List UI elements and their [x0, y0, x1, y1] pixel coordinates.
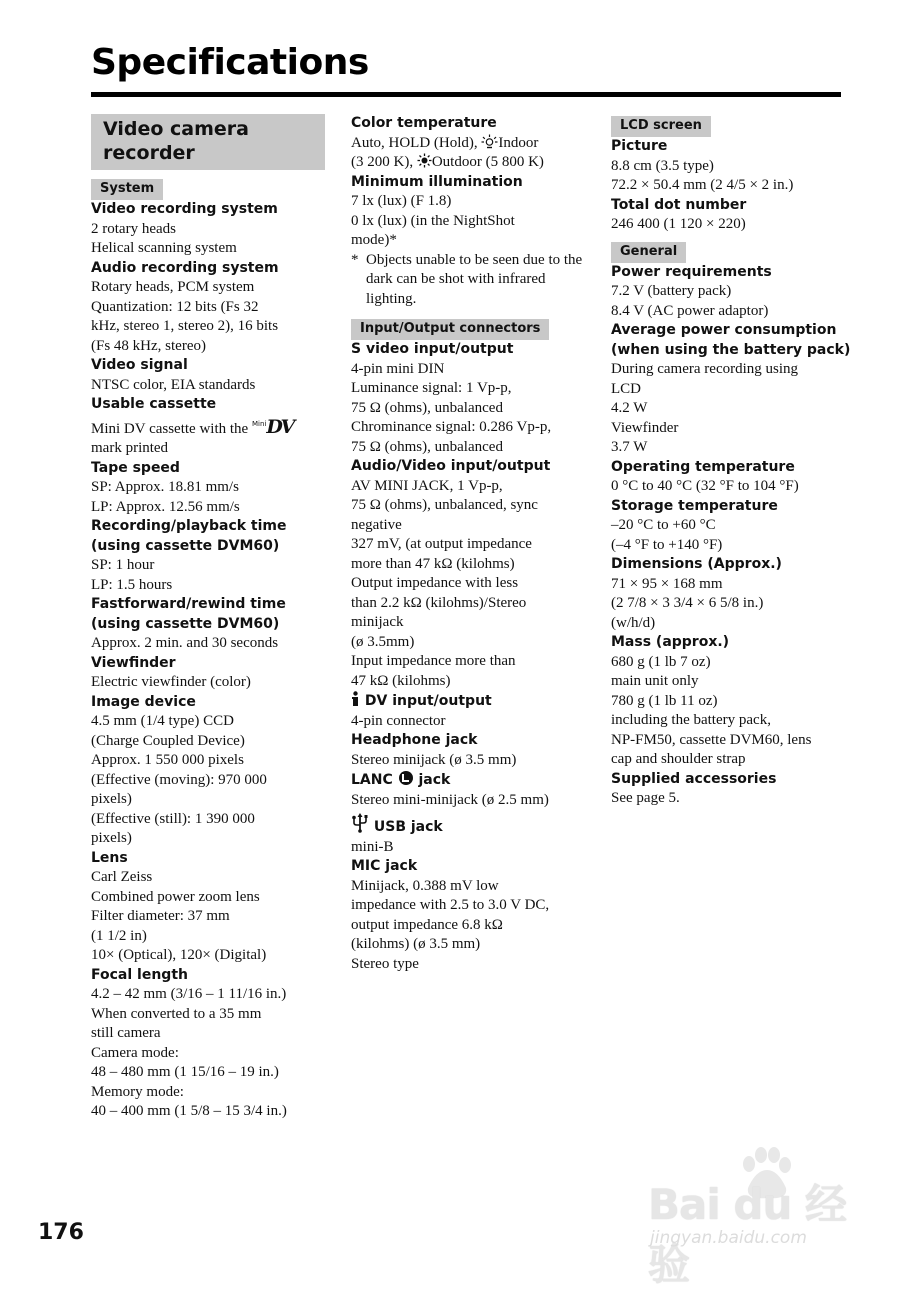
spec-line: impedance with 2.5 to 3.0 V DC,	[351, 897, 550, 913]
spec-s-video	[351, 340, 591, 457]
spec-line: still camera	[91, 1025, 161, 1041]
lcd-screen-label: LCD screen	[611, 116, 711, 137]
spec-line: cap and shoulder strap	[611, 751, 746, 767]
spec-line: AV MINI JACK, 1 Vp-p,	[351, 477, 503, 494]
spec-line: Approx. 1 550 000 pixels	[91, 752, 244, 768]
spec-line: (–4 °F to +140 °F)	[611, 536, 723, 553]
spec-line: NTSC color, EIA standards	[91, 376, 256, 393]
spec-heading-text: USB jack	[373, 819, 443, 835]
spec-heading: Recording/playback time (using cassette DVM60)	[91, 518, 287, 554]
spec-line: NP-FM50, cassette DVM60, lens	[611, 731, 812, 748]
spec-line: LP: Approx. 12.56 mm/s	[91, 498, 240, 515]
io-connectors-label: Input/Output connectors	[351, 319, 549, 340]
spec-heading: Audio/Video input/output	[351, 458, 551, 474]
spec-heading-text: jack	[418, 772, 451, 788]
video-camera-recorder-heading: Video camera recorder	[91, 114, 325, 170]
spec-line: than 2.2 kΩ (kilohms)/Stereo	[351, 594, 527, 611]
spec-line: Quantization: 12 bits (Fs 32	[91, 298, 259, 315]
spec-line: 72.2 × 50.4 mm (2 4/5 × 2 in.)	[611, 177, 794, 193]
system-label: System	[91, 179, 163, 200]
spec-mass	[611, 633, 851, 770]
spec-dv-input-output	[351, 691, 591, 731]
spec-line	[91, 415, 327, 440]
spec-line: Combined power zoom lens	[91, 888, 260, 905]
spec-line: 71 × 95 × 168 mm	[611, 575, 723, 592]
spec-usable-cassette	[91, 395, 327, 459]
spec-line	[351, 134, 591, 154]
spec-picture	[611, 137, 851, 196]
spec-heading: Video signal	[91, 357, 188, 373]
spec-line-text: Outdoor (5 800 K)	[431, 154, 544, 170]
spec-heading: Video recording system	[91, 201, 278, 217]
spec-line: 4.2 – 42 mm (3/16 – 1 11/16 in.)	[91, 986, 287, 1002]
footnote-marker: *	[351, 251, 359, 268]
spec-line: Memory mode:	[91, 1083, 184, 1100]
column-3	[611, 116, 851, 809]
spec-line: LCD	[611, 380, 641, 397]
spec-minimum-illumination	[351, 173, 591, 310]
spec-headphone-jack	[351, 731, 591, 770]
spec-audio-recording-system	[91, 259, 327, 357]
spec-video-recording-system	[91, 200, 327, 259]
system-section	[91, 179, 327, 1122]
spec-line: (2 7/8 × 3 3/4 × 6 5/8 in.)	[611, 595, 764, 611]
spec-line: 7 lx (lux) (F 1.8)	[351, 193, 452, 209]
page-title: Specifications	[91, 42, 369, 83]
spec-line-text: Mini DV cassette with the	[91, 420, 249, 437]
spec-heading: Power requirements	[611, 263, 772, 280]
spec-recording-playback-time	[91, 517, 327, 595]
spec-line: (Effective (moving): 970 000	[91, 771, 267, 788]
spec-line: 47 kΩ (kilohms)	[351, 672, 451, 689]
spec-line: 0 lx (lux) (in the NightShot	[351, 212, 515, 229]
spec-line: Stereo minijack (ø 3.5 mm)	[351, 751, 517, 768]
spec-line: mode)*	[351, 232, 397, 248]
spec-line: including the battery pack,	[611, 712, 771, 728]
spec-line: 4-pin mini DIN	[351, 360, 445, 377]
spec-heading: Viewfinder	[91, 654, 176, 671]
footnote-text: Objects unable to be seen due to the dark can be shot with infrared lighting.	[366, 251, 583, 307]
spec-line: 7.2 V (battery pack)	[611, 283, 732, 299]
spec-line: SP: Approx. 18.81 mm/s	[91, 479, 239, 495]
spec-line: kHz, stereo 1, stereo 2), 16 bits	[91, 318, 279, 334]
spec-line: mini-B	[351, 838, 394, 855]
page-number: 176	[38, 1220, 84, 1245]
spec-line: pixels)	[91, 791, 132, 807]
spec-line: Camera mode:	[91, 1044, 179, 1061]
indoor-bulb-icon	[481, 134, 498, 149]
io-connectors-section	[351, 309, 591, 974]
spec-line: Carl Zeiss	[91, 869, 153, 885]
spec-line: 8.4 V (AC power adaptor)	[611, 302, 769, 319]
spec-line: Viewfinder	[611, 419, 679, 436]
spec-heading: Image device	[91, 693, 196, 710]
spec-line: output impedance 6.8 kΩ	[351, 916, 503, 933]
outdoor-sun-icon	[417, 153, 432, 168]
spec-heading-text: DV input/output	[364, 693, 492, 709]
spec-heading-text: LANC	[351, 772, 393, 788]
spec-line	[351, 153, 591, 173]
spec-heading: Total dot number	[611, 196, 747, 213]
spec-line: (ø 3.5mm)	[351, 633, 415, 650]
spec-heading: Supplied accessories	[611, 770, 777, 787]
spec-lanc-jack	[351, 770, 591, 810]
spec-line: negative	[351, 516, 402, 533]
column-1	[91, 114, 327, 1122]
spec-line: 2 rotary heads	[91, 220, 176, 237]
column-2	[351, 114, 591, 974]
spec-line: 327 mV, (at output impedance	[351, 536, 532, 552]
spec-line: 75 Ω (ohms), unbalanced, sync	[351, 497, 538, 513]
spec-line: 48 – 480 mm (1 15/16 – 19 in.)	[91, 1064, 279, 1080]
spec-line: 780 g (1 lb 11 oz)	[611, 692, 718, 709]
general-label: General	[611, 242, 686, 263]
spec-line: 40 – 400 mm (1 5/8 – 15 3/4 in.)	[91, 1103, 287, 1119]
spec-line: more than 47 kΩ (kilohms)	[351, 555, 515, 572]
spec-line: During camera recording using	[611, 361, 799, 377]
spec-line: Electric viewfinder (color)	[91, 674, 251, 690]
spec-color-temperature	[351, 114, 591, 173]
spec-line: Stereo type	[351, 955, 419, 972]
spec-line: Luminance signal: 1 Vp-p,	[351, 380, 512, 396]
spec-line: main unit only	[611, 673, 699, 689]
mini-dv-logo-icon: $^{Mini}$DV	[251, 415, 294, 438]
general-section	[611, 235, 851, 809]
spec-tape-speed	[91, 459, 327, 518]
spec-heading	[351, 813, 591, 838]
spec-heading: Storage temperature	[611, 497, 778, 514]
spec-lens	[91, 849, 327, 966]
spec-line-text: Auto, HOLD (Hold),	[351, 134, 478, 151]
spec-line: LP: 1.5 hours	[91, 576, 173, 593]
spec-audio-video	[351, 457, 591, 691]
spec-line: Approx. 2 min. and 30 seconds	[91, 635, 279, 651]
spec-image-device	[91, 693, 327, 849]
spec-heading: Minimum illumination	[351, 173, 523, 190]
spec-line: 246 400 (1 120 × 220)	[611, 216, 746, 232]
spec-line: When converted to a 35 mm	[91, 1005, 262, 1022]
spec-usb-jack	[351, 813, 591, 857]
spec-viewfinder	[91, 654, 327, 693]
spec-line: Input impedance more than	[351, 653, 516, 669]
usb-icon	[351, 813, 369, 833]
spec-line: 4-pin connector	[351, 712, 446, 729]
spec-line: 75 Ω (ohms), unbalanced	[351, 438, 503, 455]
spec-heading: MIC jack	[351, 858, 418, 874]
spec-heading: Operating temperature	[611, 458, 795, 475]
spec-heading	[351, 691, 591, 712]
spec-heading: Picture	[611, 138, 668, 154]
spec-fastforward-rewind-time	[91, 595, 327, 654]
spec-heading: Focal length	[91, 966, 188, 983]
lanc-icon	[398, 770, 414, 786]
spec-focal-length	[91, 966, 327, 1122]
baidu-watermark	[648, 1146, 858, 1289]
spec-operating-temperature	[611, 458, 851, 497]
spec-video-signal	[91, 356, 327, 395]
spec-line: 680 g (1 lb 7 oz)	[611, 653, 711, 670]
spec-line: pixels)	[91, 830, 132, 846]
spec-line: (Charge Coupled Device)	[91, 732, 245, 749]
watermark-brand: Bai du 经验	[648, 1180, 846, 1289]
spec-heading: Usable cassette	[91, 396, 217, 412]
spec-dimensions	[611, 555, 851, 633]
watermark-url: jingyan.baidu.com	[650, 1228, 807, 1248]
spec-line: minijack	[351, 614, 404, 630]
spec-line: Rotary heads, PCM system	[91, 279, 255, 295]
spec-line: 10× (Optical), 120× (Digital)	[91, 947, 267, 963]
spec-power-requirements	[611, 263, 851, 322]
spec-heading: Lens	[91, 849, 128, 866]
spec-supplied-accessories	[611, 770, 851, 809]
title-rule	[91, 92, 841, 97]
spec-heading: S video input/output	[351, 341, 514, 357]
spec-line: SP: 1 hour	[91, 557, 155, 573]
spec-line: (Effective (still): 1 390 000	[91, 810, 255, 827]
spec-line: Helical scanning system	[91, 240, 237, 256]
spec-line-text: (3 200 K),	[351, 154, 414, 170]
spec-line: (w/h/d)	[611, 614, 656, 631]
spec-line: Filter diameter: 37 mm	[91, 908, 230, 924]
spec-total-dot-number	[611, 196, 851, 235]
spec-heading: Audio recording system	[91, 259, 279, 276]
spec-heading: Color temperature	[351, 115, 497, 131]
spec-heading: Fastforward/rewind time (using cassette DVM60)	[91, 596, 286, 632]
spec-line: –20 °C to +60 °C	[611, 517, 716, 533]
spec-heading: Mass (approx.)	[611, 634, 730, 650]
spec-heading: Tape speed	[91, 459, 180, 476]
dv-i-link-icon	[351, 691, 360, 707]
spec-line: 75 Ω (ohms), unbalanced	[351, 399, 503, 416]
spec-mic-jack	[351, 857, 591, 974]
footnote	[351, 251, 591, 310]
spec-line: Stereo mini-minijack (ø 2.5 mm)	[351, 791, 549, 808]
spec-line: See page 5.	[611, 790, 680, 806]
lcd-screen-section	[611, 116, 851, 235]
spec-line: (1 1/2 in)	[91, 927, 147, 944]
spec-line: 3.7 W	[611, 439, 648, 455]
spec-line: Output impedance with less	[351, 575, 519, 591]
spec-line: mark printed	[91, 440, 169, 456]
spec-line: (kilohms) (ø 3.5 mm)	[351, 936, 481, 952]
spec-line-text: Indoor	[498, 134, 539, 151]
spec-heading: Headphone jack	[351, 732, 478, 748]
spec-heading	[351, 770, 591, 791]
spec-heading: Dimensions (Approx.)	[611, 556, 782, 572]
spec-line: Minijack, 0.388 mV low	[351, 877, 499, 894]
spec-storage-temperature	[611, 497, 851, 556]
spec-line: (Fs 48 kHz, stereo)	[91, 337, 206, 354]
spec-line: 4.2 W	[611, 400, 648, 416]
spec-line: 0 °C to 40 °C (32 °F to 104 °F)	[611, 478, 799, 494]
spec-line: Chrominance signal: 0.286 Vp-p,	[351, 419, 552, 435]
spec-line: 8.8 cm (3.5 type)	[611, 157, 714, 174]
spec-heading: Average power consumption (when using the battery pack)	[611, 322, 851, 358]
spec-average-power-consumption	[611, 321, 851, 458]
spec-line: 4.5 mm (1/4 type) CCD	[91, 713, 234, 729]
